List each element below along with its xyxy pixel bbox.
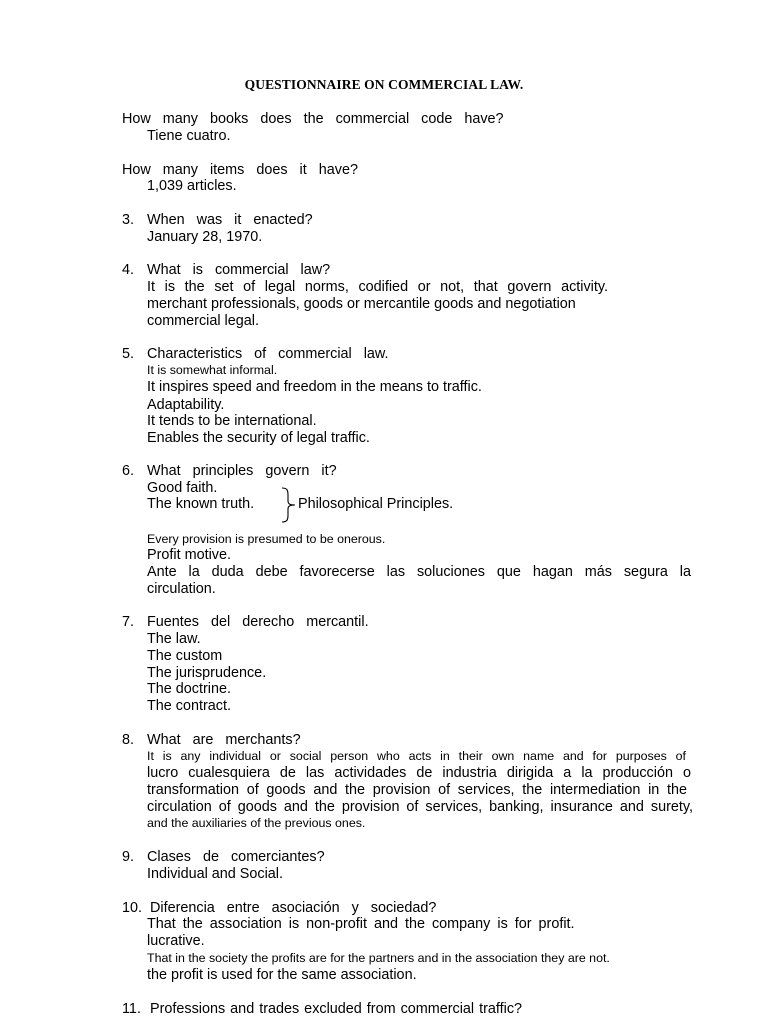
question-8-number: 8. [122, 732, 135, 748]
question-11-number: 11. [122, 1001, 141, 1017]
question-5: Characteristics of commercial law. [147, 346, 389, 362]
answer-7-line: The contract. [147, 698, 231, 714]
curly-brace-icon [281, 487, 297, 523]
answer-6-line: Every provision is presumed to be onerous. [147, 532, 386, 546]
answer-5-line: It is somewhat informal. [147, 363, 278, 377]
answer-1: Tiene cuatro. [147, 128, 231, 144]
question-5-number: 5. [122, 346, 135, 362]
answer-7-line: The jurisprudence. [147, 665, 267, 681]
answer-9: Individual and Social. [147, 866, 284, 882]
answer-7-line: The custom [147, 648, 223, 664]
answer-6-line: Ante la duda debe favorecerse las soluciones que hagan más segura la [147, 564, 691, 580]
answer-4-line: It is the set of legal norms, codified or not, that govern activity. [147, 279, 608, 295]
answer-10-line: lucrative. [147, 933, 205, 949]
answer-8-line: lucro cualesquiera de las actividades de industria dirigida a la producción o [147, 765, 691, 781]
question-10: Diferencia entre asociación y sociedad? [150, 900, 437, 916]
answer-10-line: the profit is used for the same association. [147, 967, 417, 983]
question-7: Fuentes del derecho mercantil. [147, 614, 369, 630]
question-9: Clases de comerciantes? [147, 849, 325, 865]
answer-2: 1,039 articles. [147, 178, 237, 194]
question-1: How many books does the commercial code have? [122, 111, 504, 127]
answer-8-line: circulation of goods and the provision of services, banking, insurance and surety, [147, 799, 693, 815]
answer-3: January 28, 1970. [147, 229, 263, 245]
answer-5-line: Enables the security of legal traffic. [147, 430, 370, 446]
question-9-number: 9. [122, 849, 135, 865]
question-10-number: 10. [122, 900, 143, 916]
answer-8-line: transformation of goods and the provision of services, the intermediation in the [147, 782, 687, 798]
question-4-number: 4. [122, 262, 135, 278]
document-title: QUESTIONNAIRE ON COMMERCIAL LAW. [244, 77, 524, 92]
answer-5-line: Adaptability. [147, 397, 225, 413]
question-3-number: 3. [122, 212, 135, 228]
question-6-number: 6. [122, 463, 135, 479]
answer-5-line: It tends to be international. [147, 413, 317, 429]
answer-10-line: That in the society the profits are for the partners and in the association they are not. [147, 951, 610, 965]
answer-6-line: The known truth. [147, 496, 255, 512]
answer-6-line: Profit motive. [147, 547, 231, 563]
answer-7-line: The law. [147, 631, 201, 647]
question-6: What principles govern it? [147, 463, 337, 479]
philosophical-principles-label: Philosophical Principles. [298, 496, 454, 512]
question-11: Professions and trades excluded from commercial traffic? [150, 1001, 523, 1017]
answer-5-line: It inspires speed and freedom in the means to traffic. [147, 379, 482, 395]
question-3: When was it enacted? [147, 212, 313, 228]
answer-8-line: It is any individual or social person who acts in their own name and for purposes of [147, 749, 686, 763]
answer-8-line: and the auxiliaries of the previous ones. [147, 816, 366, 830]
question-8: What are merchants? [147, 732, 301, 748]
answer-7-line: The doctrine. [147, 681, 231, 697]
answer-4-line: merchant professionals, goods or mercantile goods and negotiation [147, 296, 576, 312]
answer-6-line: circulation. [147, 581, 216, 597]
question-7-number: 7. [122, 614, 135, 630]
answer-6-line: Good faith. [147, 480, 218, 496]
answer-4-line: commercial legal. [147, 313, 259, 329]
question-2: How many items does it have? [122, 162, 358, 178]
question-4: What is commercial law? [147, 262, 331, 278]
answer-10-line: That the association is non-profit and the company is for profit. [147, 916, 575, 932]
